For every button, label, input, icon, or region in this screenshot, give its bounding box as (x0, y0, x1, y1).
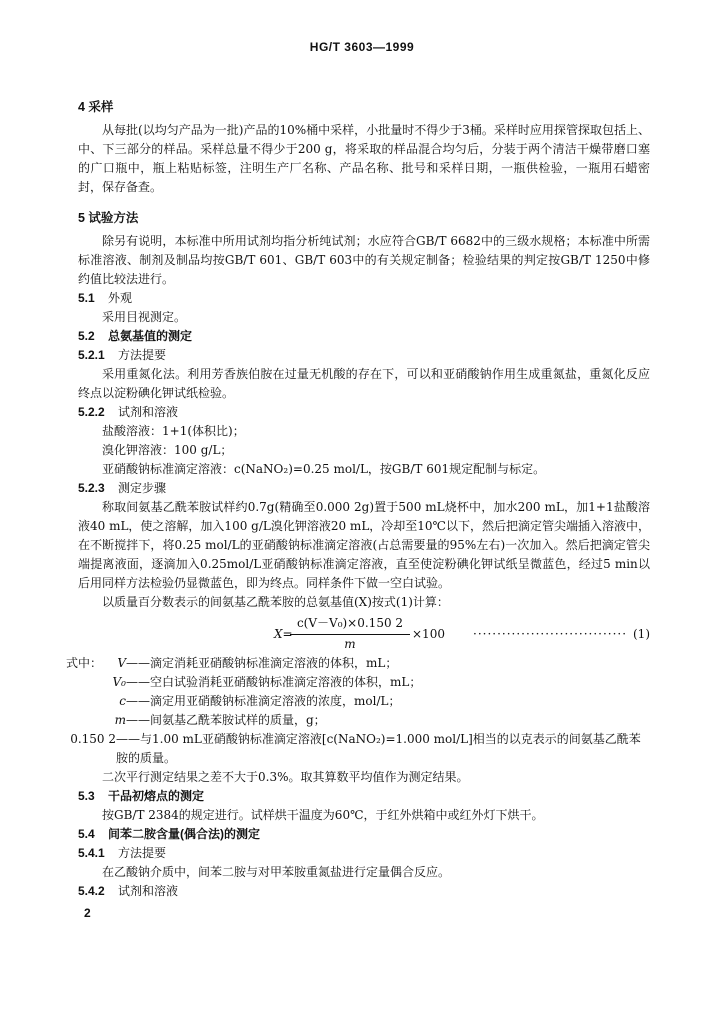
section-number: 5.4.2 (78, 884, 105, 898)
definition-text: ——滴定用亚硝酸钠标准滴定溶液的浓度，mol/L； (126, 694, 401, 708)
section-4-text: 从每批(以均匀产品为一批)产品的10%桶中采样，小批量时不得少于3桶。采样时应用探管探取包括上、中、下三部分的样品。采样总量不得少于200 g，将采取的样品混合均匀后，分装于两个清洁干燥带磨口塞的广口瓶中，瓶上粘贴标签，注明生产厂名称、产品名称、批号和采样日期，一瓶供检验，一瓶用石蜡密封，保存备查。 (78, 123, 650, 194)
section-5-2-2-heading (78, 403, 650, 422)
document-body (66, 90, 650, 901)
formula-number: (1) (633, 627, 650, 641)
definition-text: ——空白试验消耗亚硝酸钠标准滴定溶液的体积，mL； (126, 675, 422, 689)
formula-leader-dots: ································ (473, 627, 628, 641)
definition-row (66, 654, 650, 673)
reagent-item: 溴化钾溶液：100 g/L； (102, 443, 233, 457)
variable-definitions (66, 654, 650, 768)
section-5-title: 5 试验方法 (78, 211, 139, 225)
section-5-2-1-heading (78, 346, 650, 365)
definition-row (78, 673, 650, 692)
definition-symbol: c (119, 694, 126, 708)
section-5-text: 除另有说明，本标准中所用试剂均指分析纯试剂；水应符合GB/T 6682中的三级水规格；本标准中所需标准溶液、制剂及制品均按GB/T 601、GB/T 603中的有关规定制备；检验结果的判定按GB/T 1250中修约值比较法进行。 (78, 234, 650, 286)
definition-text: ——间氨基乙酰苯胺试样的质量，g； (126, 713, 326, 727)
section-5-1-text: 采用目视测定。 (102, 310, 187, 324)
section-5-2-1-text: 采用重氮化法。利用芳香族伯胺在过量无机酸的存在下，可以和亚硝酸钠作用生成重氮盐，重氮化反应终点以淀粉碘化钾试纸检验。 (78, 367, 650, 400)
section-5-4-1-heading (78, 844, 650, 863)
definitions-lead: 式中： (66, 656, 103, 670)
section-number: 5.2.3 (78, 481, 105, 495)
standard-code-header: HG/T 3603—1999 (309, 40, 415, 54)
formula-lhs: X= (274, 627, 293, 641)
formula-intro: 以质量百分数表示的间氨基乙酰苯胺的总氨基值(X)按式(1)计算： (102, 595, 449, 609)
section-title: 试剂和溶液 (118, 884, 179, 898)
procedure-text: 称取间氨基乙酰苯胺试样约0.7g(精确至0.000 2g)置于500 mL烧杯中，加水200 mL，加1+1盐酸溶液40 mL，使之溶解，加入100 g/L溴化钾溶液20 mL，冷却至10℃以下，然后把滴定管尖端插入溶液中，在不断搅拌下，将0.25 mol/L的亚硝酸钠标准滴定溶液(占总需要量的95%左右)一次加入。然后把滴定管尖端提离液面，逐滴加入0.25mol/L亚硝酸钠标准滴定溶液，直至使淀粉碘化钾试纸呈微蓝色，经过5 min以后用同样方法检验仍显微蓝色，即为终点。同样条件下做一空白试验。 (78, 500, 650, 590)
section-number: 5.2.1 (78, 348, 105, 362)
definition-text: ——滴定消耗亚硝酸钠标准滴定溶液的体积，mL； (126, 656, 398, 670)
section-title: 外观 (108, 291, 133, 305)
section-5-4-heading (78, 825, 650, 844)
section-title: 方法提要 (118, 348, 167, 362)
definition-row (78, 692, 650, 711)
definition-symbol: 0.150 2 (70, 732, 116, 746)
reagent-item: 亚硝酸钠标准滴定溶液：c(NaNO₂)=0.25 mol/L，按GB/T 601规定配制与标定。 (102, 462, 546, 476)
definition-symbol: V (117, 656, 126, 670)
definition-row (70, 730, 650, 768)
section-4-title: 4 采样 (78, 100, 114, 114)
formula-denominator: m (344, 637, 356, 651)
section-5-2-3-heading (78, 479, 650, 498)
section-5-3-heading (78, 787, 650, 806)
section-title: 测定步骤 (118, 481, 167, 495)
formula-1 (78, 614, 650, 652)
section-5-1-heading (78, 289, 650, 308)
section-5-3-text: 按GB/T 2384的规定进行。试样烘干温度为60℃，于红外烘箱中或红外灯下烘干。 (102, 808, 544, 822)
section-title: 总氨基值的测定 (108, 329, 193, 343)
section-title: 干品初熔点的测定 (108, 789, 205, 803)
reagent-item: 盐酸溶液：1+1(体积比)； (102, 424, 245, 438)
section-5-4-2-heading (78, 882, 650, 901)
section-number: 5.4 (78, 827, 95, 841)
section-number: 5.1 (78, 291, 95, 305)
formula-numerator: c(V－V₀)×0.150 2 (290, 614, 410, 635)
definition-text: ——与1.00 mL亚硝酸钠标准滴定溶液[c(NaNO₂)=1.000 mol/L]相当的以克表示的间氨基乙酰苯胺的质量。 (116, 732, 641, 765)
section-number: 5.4.1 (78, 846, 105, 860)
definition-symbol: m (114, 713, 126, 727)
section-number: 5.2.2 (78, 405, 105, 419)
formula-multiplier: ×100 (412, 627, 445, 641)
page-number: 2 (84, 906, 91, 920)
definition-symbol: V₀ (112, 675, 126, 689)
section-5-4-1-text: 在乙酸钠介质中，间苯二胺与对甲苯胺重氮盐进行定量偶合反应。 (102, 865, 451, 879)
section-number: 5.2 (78, 329, 95, 343)
result-rule-text: 二次平行测定结果之差不大于0.3%。取其算数平均值作为测定结果。 (102, 770, 469, 784)
formula-fraction (290, 614, 410, 654)
definition-row (78, 711, 650, 730)
section-5-2-heading (78, 327, 650, 346)
section-title: 方法提要 (118, 846, 167, 860)
section-title: 间苯二胺含量(偶合法)的测定 (108, 827, 261, 841)
section-title: 试剂和溶液 (118, 405, 179, 419)
section-number: 5.3 (78, 789, 95, 803)
